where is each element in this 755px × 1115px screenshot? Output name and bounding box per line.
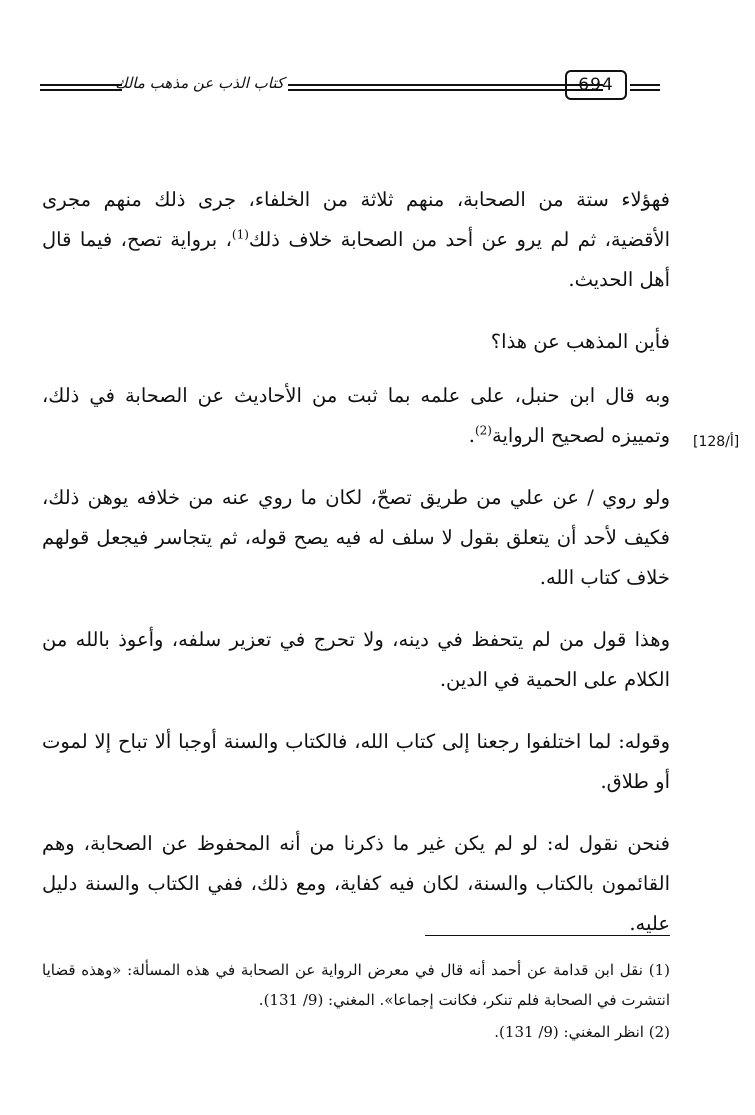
paragraph-2: فأين المذهب عن هذا؟: [490, 330, 670, 353]
page-number: 694: [565, 70, 627, 100]
running-header: [40, 70, 720, 104]
main-text: [42, 180, 670, 966]
paragraph-1: [42, 180, 670, 300]
footnote-1: (1) نقل ابن قدامة عن أحمد أنه قال في معرض الرواية عن الصحابة في هذه المسألة: «وهذه قضايا انتشرت في الصحابة فلم تنكر، فكانت إجماعا». المغني: (9/ 131).: [42, 961, 670, 1009]
paragraph-1-tail: ، برواية تصح، فيما قال أهل الحديث.: [42, 228, 670, 291]
footnote-separator: [425, 935, 670, 936]
book-title: كتاب الذب عن مذهب مالك: [115, 74, 284, 92]
margin-folio-note: [128/أ]: [693, 434, 740, 450]
paragraph-6: وقوله: لما اختلفوا رجعنا إلى كتاب الله، فالكتاب والسنة أوجبا ألا تباح إلا لموت أو طلاق.: [42, 730, 670, 793]
paragraph-4: ولو روي / عن علي من طريق تصحّ، لكان ما روي عنه من خلافه يوهن ذلك، فكيف لأحد أن يتعلق بقول لا سلف له فيه يصح قوله، ثم يتجاسر فيجعل قولهم خلاف كتاب الله.: [42, 486, 670, 589]
paragraph-5: وهذا قول من لم يتحفظ في دينه، ولا تحرج في تعزير سلفه، وأعوذ بالله من الكلام على الحمية في الدين.: [42, 628, 670, 691]
footnotes: [42, 955, 670, 1049]
footnote-ref-1: (1): [231, 227, 249, 242]
paragraph-7: فنحن نقول له: لو لم يكن غير ما ذكرنا من أنه المحفوظ عن الصحابة، وهم القائمون بالكتاب والسنة، لكان فيه كفاية، ومع ذلك، ففي الكتاب والسنة دليل عليه.: [42, 832, 670, 935]
footnote-2: (2) انظر المغني: (9/ 131).: [494, 1023, 670, 1041]
header-rule-right: [630, 84, 660, 91]
header-rule-left: [40, 84, 122, 91]
paragraph-3-tail: .: [468, 424, 475, 447]
paragraph-1-text: فهؤلاء ستة من الصحابة، منهم ثلاثة من الخلفاء، جرى ذلك منهم مجرى الأقضية، ثم لم يرو عن أحد من الصحابة خلاف ذلك: [42, 188, 670, 251]
paragraph-3: [42, 376, 670, 456]
paragraph-3-text: وبه قال ابن حنبل، على علمه بما ثبت من الأحاديث عن الصحابة في ذلك، وتمييزه لصحيح الرواية: [42, 384, 670, 447]
header-rule-middle: [288, 84, 603, 91]
footnote-ref-2: (2): [474, 423, 492, 438]
